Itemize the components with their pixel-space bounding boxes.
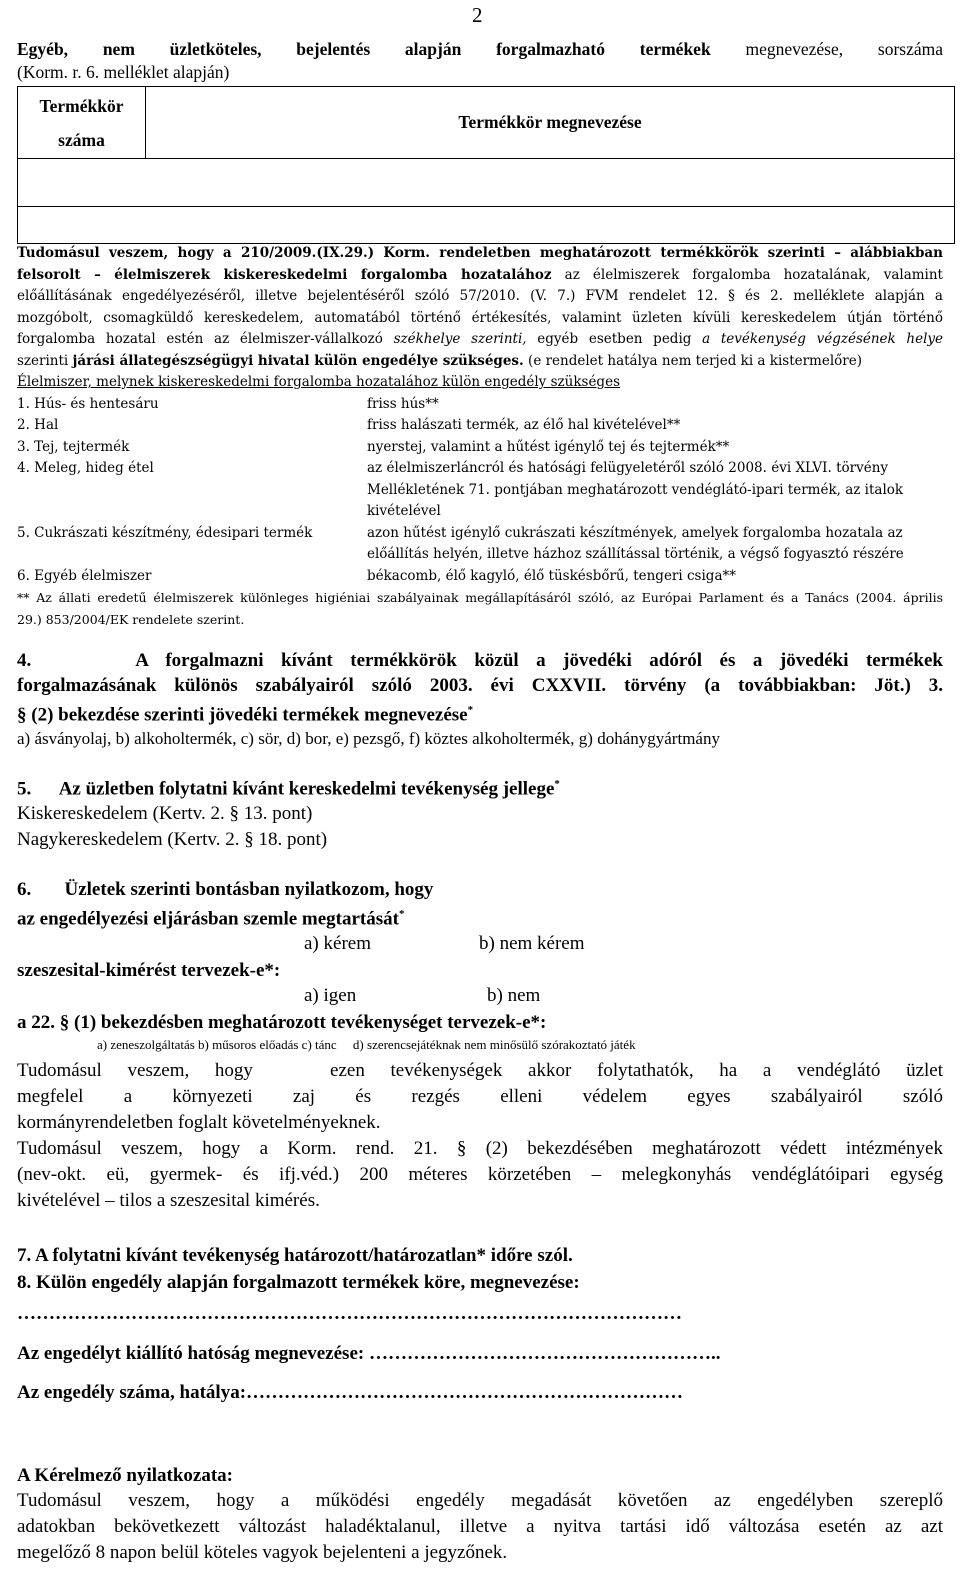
food-line-5: forgalomba hozatal estén az élelmiszer-vállalkozó székhelye szerinti, egyéb esetben pedig a tevékenység végzésének helye bbox=[17, 331, 944, 347]
section-8: 8. Külön engedély alapján forgalmazott termékek köre, megnevezése: bbox=[17, 1272, 580, 1293]
declaration-line-2: adatokban bekövetkezett változást haladéktalanul, illetve a nyitva tartási idő változása esetén az azt bbox=[17, 1516, 943, 1537]
applicant-declaration bbox=[17, 1463, 943, 1566]
food-line-4: mozgóbolt, csomagküldő kereskedelem, automatából történő értékesítés, valamint üzleten kívüli kereskedelem útján történő bbox=[17, 309, 943, 326]
food-list-title: Élelmiszer, melynek kiskereskedelmi forgalomba hozatalához külön engedély szükséges bbox=[17, 374, 620, 390]
section-4-line-1: 4. A forgalmazni kívánt termékkörök közül a jövedéki adóról és a jövedéki termékek bbox=[17, 650, 943, 671]
section-6-title: 6. Üzletek szerinti bontásban nyilatkozom, hogy bbox=[17, 879, 434, 900]
food-line-3: előállításának engedélyezéséről, illetve bejelentéséről szóló 57/2010. (V. 7.) FVM rendelet 12. § és 2. melléklete alapján a bbox=[17, 288, 943, 304]
declaration-line-1: Tudomásul veszem, hogy a működési engedély megadását követően az engedélyben szereplő bbox=[17, 1490, 943, 1511]
table-header-name: Termékkör megnevezése bbox=[146, 87, 955, 159]
section-4-line-2: forgalmazásának különös szabályairól szóló 2003. évi CXXVII. törvény (a továbbiakban: Jöt.) 3. bbox=[17, 675, 943, 696]
option-retail[interactable]: Kiskereskedelem (Kertv. 2. § 13. pont) bbox=[17, 803, 313, 825]
footnote-line-1: ** Az állati eredetű élelmiszerek különleges higiéniai szabályainak megállapításáról szóló, az Európai Parlament és a Tanács (2004. április bbox=[17, 590, 943, 605]
food-permit-section bbox=[17, 243, 943, 630]
alcohol-options bbox=[17, 983, 943, 1010]
list-item: 3. Tej, tejtermék nyerstej, valamint a hűtést igénylő tej és tejtermék** bbox=[17, 438, 730, 455]
declaration-line-3: megelőző 8 napon belül köteles vagyok bejelenteni a jegyzőnek. bbox=[17, 1542, 508, 1563]
activity-question: a 22. § (1) bekezdésben meghatározott tevékenységet tervezek-e*: bbox=[17, 1012, 547, 1034]
list-item: 4. Meleg, hideg étel az élelmiszerláncról és hatósági felügyeletéről szóló 2008. évi XLVI. törvény Mellékletének 71. pontjában meghatározott vendéglátó-ipari termék, az italok kivételével bbox=[17, 460, 904, 519]
header-line-1: Egyéb, nem üzletköteles, bejelentés alapján forgalmazható termékek megnevezése, sorszáma bbox=[17, 39, 944, 59]
list-item: 6. Egyéb élelmiszer békacomb, élő kagyló, élő tüskésbőrű, tengeri csiga** bbox=[17, 567, 736, 584]
section-4 bbox=[17, 648, 943, 751]
table-empty-row[interactable] bbox=[18, 159, 955, 207]
list-item: 2. Hal friss halászati termék, az élő hal kivételével** bbox=[17, 417, 681, 433]
option-wholesale[interactable]: Nagykereskedelem (Kertv. 2. § 18. pont) bbox=[17, 829, 328, 851]
noise-notice: Tudomásul veszem, hogy ezen tevékenységek akkor folytathatók, ha a vendéglátó üzlet megfelel a környezeti zaj és rezgés elleni védelem egyes szabályairól szóló kormányrendeletben foglalt követelményeknek. bbox=[17, 1060, 943, 1134]
protected-zone-notice: Tudomásul veszem, hogy a Korm. rend. 21. § (2) bekezdésében meghatározott védett intézmények (nev-okt. eü, gyermek- és ifj.véd.) 200 méteres körzetében – melegkonyhás vendéglátóipari egység kivételével – tilos a szeszesital kimérés. bbox=[17, 1138, 943, 1212]
section-6 bbox=[17, 877, 943, 1214]
authority-row: Az engedélyt kiállító hatóság megnevezése: ……………………………………………….. bbox=[17, 1343, 721, 1364]
authority-field[interactable]: ……………………………………………….. bbox=[368, 1343, 721, 1364]
table-header-number: Termékkör száma bbox=[18, 87, 146, 159]
permit-number-field[interactable]: …………………………………………………………… bbox=[246, 1382, 684, 1403]
section-7-8 bbox=[17, 1243, 943, 1405]
list-item: 5. Cukrászati készítmény, édesipari termék azon hűtést igénylő cukrászati készítmények, amelyek forgalomba hozatala az előállítás helyén, illetve házhoz szállítással történik, a végső fogyasztó részére bbox=[17, 524, 904, 562]
alcohol-question: szeszesital-kimérést tervezek-e*: bbox=[17, 960, 281, 982]
section-7: 7. A folytatni kívánt tevékenység határozott/határozatlan* időre szól. bbox=[17, 1245, 573, 1266]
page-number: 2 bbox=[472, 3, 483, 27]
inspection-question: az engedélyezési eljárásban szemle megtartását* bbox=[17, 908, 405, 930]
section-5 bbox=[17, 772, 943, 853]
activity-options[interactable]: a) zeneszolgáltatás b) műsoros előadás c) tánc d) szerencsejátéknak nem minősülő szórakoztató játék bbox=[97, 1037, 636, 1053]
products-field[interactable]: …………………………………………………………………………………………… bbox=[17, 1303, 682, 1324]
food-line-2: felsorolt – élelmiszerek kiskereskedelmi forgalomba hozatalához az élelmiszerek forgalomba hozatalának, valamint bbox=[17, 266, 943, 283]
option-no[interactable]: b) nem bbox=[487, 985, 541, 1007]
option-no-request[interactable]: b) nem kérem bbox=[479, 933, 585, 955]
food-line-6: szerinti járási állategészségügyi hivatal külön engedélye szükséges. (e rendelet hatálya nem terjed ki a kistermelőre) bbox=[17, 352, 863, 369]
inspection-options bbox=[17, 931, 943, 958]
footnote-line-2: 29.) 853/2004/EK rendelete szerint. bbox=[17, 611, 245, 627]
header-line-2: (Korm. r. 6. melléklet alapján) bbox=[17, 62, 230, 82]
food-line-1: Tudomásul veszem, hogy a 210/2009.(IX.29.) Korm. rendeletben meghatározott termékkörök szerinti – alábbiakban bbox=[17, 245, 943, 261]
section-5-title: 5. Az üzletben folytatni kívánt kereskedelmi tevékenység jellege* bbox=[17, 778, 560, 800]
declaration-title: A Kérelmező nyilatkozata: bbox=[17, 1465, 233, 1486]
header bbox=[17, 38, 943, 84]
excise-options[interactable]: a) ásványolaj, b) alkoholtermék, c) sör, d) bor, e) pezsgő, f) köztes alkoholtermék, g) dohánygyártmány bbox=[17, 729, 720, 749]
product-category-table bbox=[17, 86, 955, 244]
list-item: 1. Hús- és hentesáru friss hús** bbox=[17, 395, 439, 412]
permit-number-row: Az engedély száma, hatálya:…………………………………………………………… bbox=[17, 1382, 684, 1403]
section-4-line-3: § (2) bekezdése szerinti jövedéki termékek megnevezése* bbox=[17, 704, 474, 726]
option-yes[interactable]: a) igen bbox=[304, 985, 357, 1007]
table-empty-row[interactable] bbox=[18, 207, 955, 244]
option-request[interactable]: a) kérem bbox=[304, 933, 371, 955]
food-items-list bbox=[17, 394, 943, 588]
